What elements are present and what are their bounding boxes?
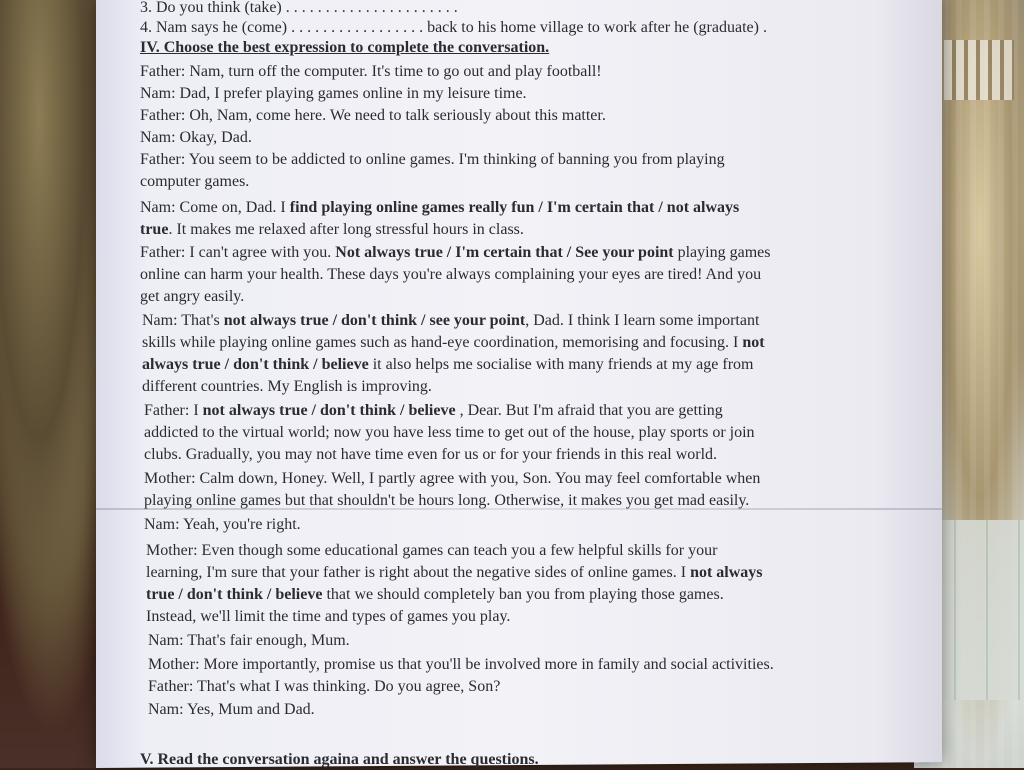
dialogue-text: clubs. Gradually, you may not have time even for us or for your friends in this real world.: [144, 446, 718, 463]
dialogue-text: Nam: Yes, Mum and Dad.: [148, 701, 315, 718]
dialogue-text: Nam: Yeah, you're right.: [144, 516, 301, 533]
dialogue-line: [140, 287, 244, 307]
dialogue-text: computer games.: [140, 173, 250, 190]
answer-options: not always true / don't think / believe: [202, 402, 456, 419]
dialogue-text: , Dad. I think I learn some important: [525, 312, 760, 329]
dialogue-line: [146, 541, 717, 561]
section-4-heading: IV. Choose the best expression to complete the conversation.: [140, 39, 550, 56]
dialogue-line: [142, 311, 759, 331]
answer-options: find playing online games really fun / I'm certain that / not always: [289, 199, 740, 216]
dialogue-line: [140, 220, 524, 240]
dialogue-text: get angry easily.: [140, 288, 245, 305]
dialogue-line: [146, 563, 763, 583]
dialogue-text: Instead, we'll limit the time and types of games you play.: [146, 608, 511, 625]
dialogue-line: [142, 333, 765, 353]
dialogue-line: [144, 515, 301, 535]
dialogue-text: Father: I can't agree with you.: [140, 244, 336, 261]
background-tiles: [944, 40, 1014, 100]
dialogue-text: different countries. My English is improving.: [142, 378, 432, 395]
answer-options: true: [140, 221, 169, 238]
dialogue-line: [142, 377, 432, 397]
dialogue-line: [144, 423, 755, 443]
answer-options: always true / don't think / believe: [142, 356, 369, 373]
dialogue-line: [144, 469, 760, 489]
dialogue-text: Mother: Calm down, Honey. Well, I partly agree with you, Son. You may feel comfortable when: [144, 470, 761, 487]
dialogue-text: Father: Nam, turn off the computer. It's time to go out and play football!: [140, 63, 602, 80]
dialogue-line: [148, 655, 774, 675]
answer-options: not always true / don't think / see your point: [223, 312, 526, 329]
exercise-item-3: 3. Do you think (take) . . . . . . . . . . . . . . . . . . . . . .: [140, 0, 458, 16]
dialogue-text: Nam: Okay, Dad.: [140, 129, 252, 146]
dialogue-line: [142, 355, 753, 375]
dialogue-line: [140, 128, 252, 148]
dialogue-text: Nam: Dad, I prefer playing games online in my leisure time.: [140, 85, 527, 102]
dialogue-text: Nam: That's fair enough, Mum.: [148, 632, 350, 649]
dialogue-line: [140, 198, 739, 218]
dialogue-line: [148, 631, 350, 651]
answer-options: true / don't think / believe: [146, 586, 323, 603]
dialogue-line: [140, 265, 761, 285]
dialogue-text: Father: That's what I was thinking. Do you agree, Son?: [148, 678, 501, 695]
dialogue-text: it also helps me socialise with many friends at my age from: [368, 356, 754, 373]
dialogue-text: Mother: Even though some educational games can teach you a few helpful skills for your: [146, 542, 718, 559]
dialogue-text: playing online games but that shouldn't be hours long. Otherwise, it makes you get mad easily.: [144, 492, 750, 509]
dialogue-text: that we should completely ban you from playing those games.: [322, 586, 724, 603]
dialogue-line: [144, 401, 723, 421]
dialogue-line: [144, 445, 717, 465]
dialogue-text: Mother: More importantly, promise us that you'll be involved more in family and social activities.: [148, 656, 774, 673]
dialogue-line: [148, 700, 315, 720]
dialogue-line: [140, 106, 606, 126]
dialogue-line: [144, 491, 749, 511]
dialogue-text: Nam: Come on, Dad. I: [140, 199, 290, 216]
dialogue-line: [148, 677, 500, 697]
section-5-heading: V. Read the conversation againa and answer the questions.: [140, 751, 539, 768]
dialogue-text: , Dear. But I'm afraid that you are getting: [455, 402, 723, 419]
dialogue-text: playing games: [673, 244, 771, 261]
answer-options: not: [742, 334, 765, 351]
answer-options: Not always true / I'm certain that / See your point: [335, 244, 674, 261]
dialogue-text: skills while playing online games such as hand-eye coordination, memorising and focusing. I: [142, 334, 743, 351]
dialogue-text: online can harm your health. These days you're always complaining your eyes are tired! And you: [140, 266, 762, 283]
dialogue-line: [146, 585, 724, 605]
dialogue-line: [140, 172, 249, 192]
exercise-item-4: 4. Nam says he (come) . . . . . . . . . . . . . . . . . back to his home village to work after he (graduate) .: [140, 19, 767, 36]
dialogue-line: [140, 84, 527, 104]
dialogue-line: [146, 607, 510, 627]
dialogue-text: learning, I'm sure that your father is right about the negative sides of online games. I: [146, 564, 691, 581]
dialogue-text: Father: You seem to be addicted to online games. I'm thinking of banning you from playing: [140, 151, 725, 168]
dialogue-text: Nam: That's: [142, 312, 224, 329]
dialogue-line: [140, 150, 725, 170]
dialogue-line: [140, 243, 770, 263]
answer-options: not always: [690, 564, 763, 581]
dialogue-text: . It makes me relaxed after long stressful hours in class.: [168, 221, 524, 238]
dialogue-line: [140, 62, 602, 82]
dialogue-text: Father: I: [144, 402, 203, 419]
dialogue-text: Father: Oh, Nam, come here. We need to talk seriously about this matter.: [140, 107, 606, 124]
dialogue-text: addicted to the virtual world; now you have less time to get out of the house, play sports or join: [144, 424, 755, 441]
